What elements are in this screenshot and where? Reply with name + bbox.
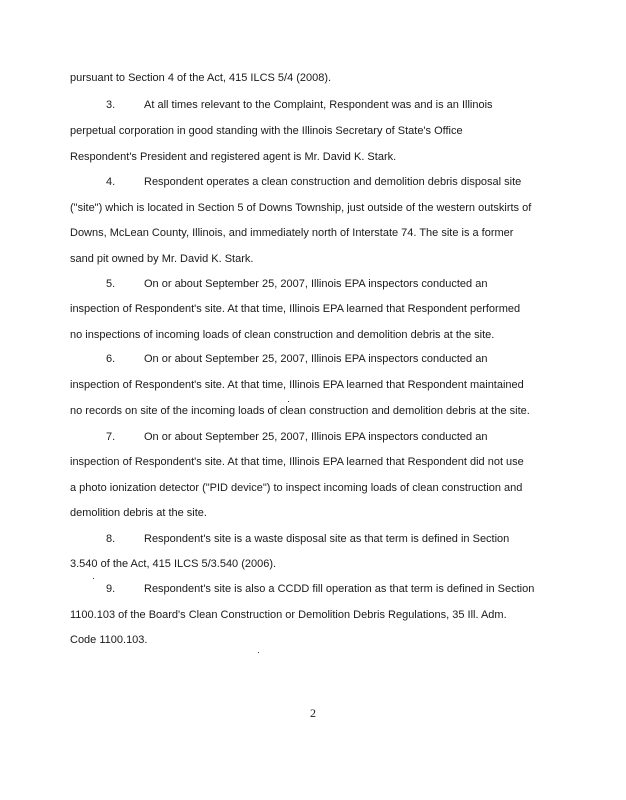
intro-line: pursuant to Section 4 of the Act, 415 ILCS 5/4 (2008).	[70, 72, 332, 84]
paragraph-lead-line: On or about September 25, 2007, Illinois EPA inspectors conducted an	[144, 278, 488, 290]
paragraph-line: Downs, McLean County, Illinois, and immediately north of Interstate 74. The site is a former	[70, 227, 514, 239]
paragraph-line: inspection of Respondent's site. At that time, Illinois EPA learned that Respondent maintained	[70, 379, 524, 391]
paragraph-line: Respondent's President and registered agent is Mr. David K. Stark.	[70, 151, 397, 163]
paragraph-line: no inspections of incoming loads of clean construction and demolition debris at the site.	[70, 329, 495, 341]
paragraph-line: 3.540 of the Act, 415 ILCS 5/3.540 (2006).	[70, 558, 277, 570]
paragraph-number: 8.	[106, 533, 116, 545]
paragraph-number: 7.	[106, 431, 116, 443]
paragraph-line: Code 1100.103.	[70, 634, 148, 646]
paragraph-line: demolition debris at the site.	[70, 507, 207, 519]
paragraph-lead-line: On or about September 25, 2007, Illinois EPA inspectors conducted an	[144, 431, 488, 443]
paragraph-lead-line: At all times relevant to the Complaint, Respondent was and is an Illinois	[144, 99, 493, 111]
paragraph-lead-line: On or about September 25, 2007, Illinois EPA inspectors conducted an	[144, 353, 488, 365]
paragraph-line: inspection of Respondent's site. At that time, Illinois EPA learned that Respondent did not use	[70, 456, 524, 468]
paragraph-lead-line: Respondent's site is a waste disposal site as that term is defined in Section	[144, 533, 510, 545]
paragraph-line: no records on site of the incoming loads of clean construction and demolition debris at the site.	[70, 405, 530, 417]
page-number: 2	[310, 706, 316, 720]
scan-speck	[288, 401, 289, 402]
paragraph-line: perpetual corporation in good standing with the Illinois Secretary of State's Office	[70, 125, 463, 137]
paragraph-number: 9.	[106, 583, 116, 595]
paragraph-number: 6.	[106, 353, 116, 365]
paragraph-number: 4.	[106, 176, 116, 188]
paragraph-lead-line: Respondent operates a clean construction and demolition debris disposal site	[144, 176, 522, 188]
paragraph-number: 3.	[106, 99, 116, 111]
paragraph-line: sand pit owned by Mr. David K. Stark.	[70, 253, 254, 265]
paragraph-line: ("site") which is located in Section 5 of Downs Township, just outside of the western outskirts of	[70, 202, 532, 214]
scan-speck	[258, 652, 259, 653]
paragraph-line: inspection of Respondent's site. At that time, Illinois EPA learned that Respondent performed	[70, 303, 521, 315]
paragraph-line: a photo ionization detector ("PID device") to inspect incoming loads of clean construction and	[70, 482, 523, 494]
scan-speck	[93, 578, 94, 579]
paragraph-line: 1100.103 of the Board's Clean Construction or Demolition Debris Regulations, 35 Ill. Adm.	[70, 609, 507, 621]
paragraph-number: 5.	[106, 278, 116, 290]
paragraph-lead-line: Respondent's site is also a CCDD fill operation as that term is defined in Section	[144, 583, 535, 595]
